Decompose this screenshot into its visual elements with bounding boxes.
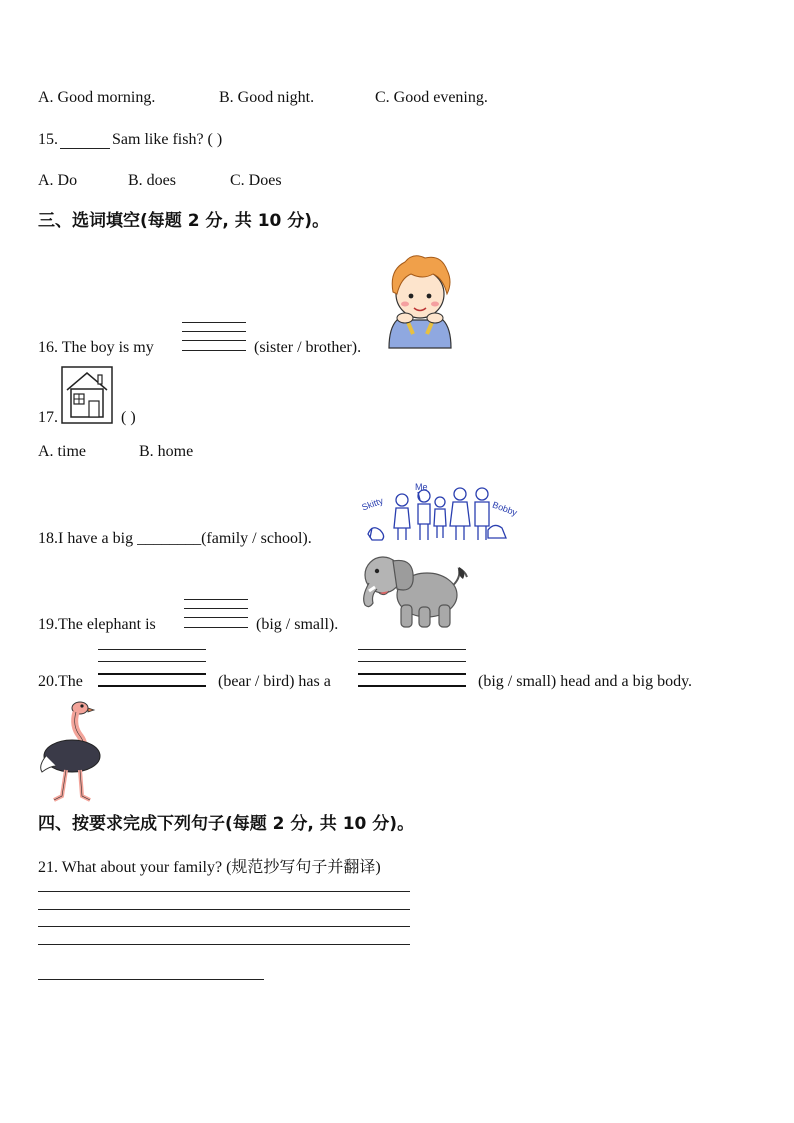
ostrich-picture bbox=[36, 700, 110, 804]
q19-writing-line-1[interactable] bbox=[184, 599, 248, 600]
q20-blank2-line-1[interactable] bbox=[358, 649, 466, 650]
q21-writing-line-3[interactable] bbox=[38, 926, 410, 927]
q15-option-a[interactable]: A. Do bbox=[38, 172, 78, 189]
q20-blank1-line-2[interactable] bbox=[98, 661, 206, 662]
q15-answer-blank[interactable] bbox=[60, 148, 110, 149]
q19-writing-line-3[interactable] bbox=[184, 617, 248, 618]
q17-number: 17. bbox=[38, 409, 58, 426]
q19-writing-line-4[interactable] bbox=[184, 627, 248, 628]
q21-writing-line-2[interactable] bbox=[38, 909, 410, 910]
q20-suffix: (big / small) head and a big body. bbox=[478, 673, 693, 690]
q18-text: 18.I have a big ________(family / school). bbox=[38, 530, 312, 547]
q16-choices: (sister / brother). bbox=[254, 339, 362, 356]
q19-choices: (big / small). bbox=[256, 616, 339, 633]
q20-prefix: 20.The bbox=[38, 673, 83, 690]
q15-option-c[interactable]: C. Does bbox=[230, 172, 282, 189]
q20-blank1-line-1[interactable] bbox=[98, 649, 206, 650]
q14-option-c[interactable]: C. Good evening. bbox=[375, 89, 488, 106]
q16-writing-line-2[interactable] bbox=[182, 331, 246, 332]
q20-blank1-line-4[interactable] bbox=[98, 685, 206, 687]
q16-writing-line-1[interactable] bbox=[182, 322, 246, 323]
q15-text: Sam like fish? ( ) bbox=[112, 131, 223, 148]
section-4-title: 四、按要求完成下列句子(每题 2 分, 共 10 分)。 bbox=[38, 814, 415, 834]
q17-option-a[interactable]: A. time bbox=[38, 443, 86, 460]
elephant-picture bbox=[355, 553, 469, 633]
q21-writing-line-4[interactable] bbox=[38, 944, 410, 945]
q14-option-a[interactable]: A. Good morning. bbox=[38, 89, 156, 106]
q16-prefix: 16. The boy is my bbox=[38, 339, 154, 356]
q21-text: 21. What about your family? (规范抄写句子并翻译) bbox=[38, 859, 381, 876]
q20-blank2-line-4[interactable] bbox=[358, 685, 466, 687]
q16-writing-line-3[interactable] bbox=[182, 340, 246, 341]
q16-writing-line-4[interactable] bbox=[182, 350, 246, 351]
family-label-skitty: Skitty bbox=[360, 495, 385, 513]
q15-number: 15. bbox=[38, 131, 58, 148]
boy-picture bbox=[383, 250, 457, 356]
family-picture bbox=[360, 478, 522, 546]
q17-option-b[interactable]: B. home bbox=[139, 443, 194, 460]
q19-prefix: 19.The elephant is bbox=[38, 616, 156, 633]
family-label-me: Me bbox=[415, 482, 428, 492]
q21-translation-line[interactable] bbox=[38, 979, 264, 980]
q20-blank1-line-3[interactable] bbox=[98, 673, 206, 675]
q20-middle-text: (bear / bird) has a bbox=[218, 673, 331, 690]
q20-blank2-line-3[interactable] bbox=[358, 673, 466, 675]
q17-answer-paren[interactable]: ( ) bbox=[121, 409, 136, 426]
q19-writing-line-2[interactable] bbox=[184, 608, 248, 609]
house-picture bbox=[61, 366, 113, 424]
q15-option-b[interactable]: B. does bbox=[128, 172, 176, 189]
q20-blank2-line-2[interactable] bbox=[358, 661, 466, 662]
q21-writing-line-1[interactable] bbox=[38, 891, 410, 892]
q14-option-b[interactable]: B. Good night. bbox=[219, 89, 315, 106]
family-label-bobby: Bobby bbox=[491, 499, 519, 518]
section-3-title: 三、选词填空(每题 2 分, 共 10 分)。 bbox=[38, 211, 330, 231]
